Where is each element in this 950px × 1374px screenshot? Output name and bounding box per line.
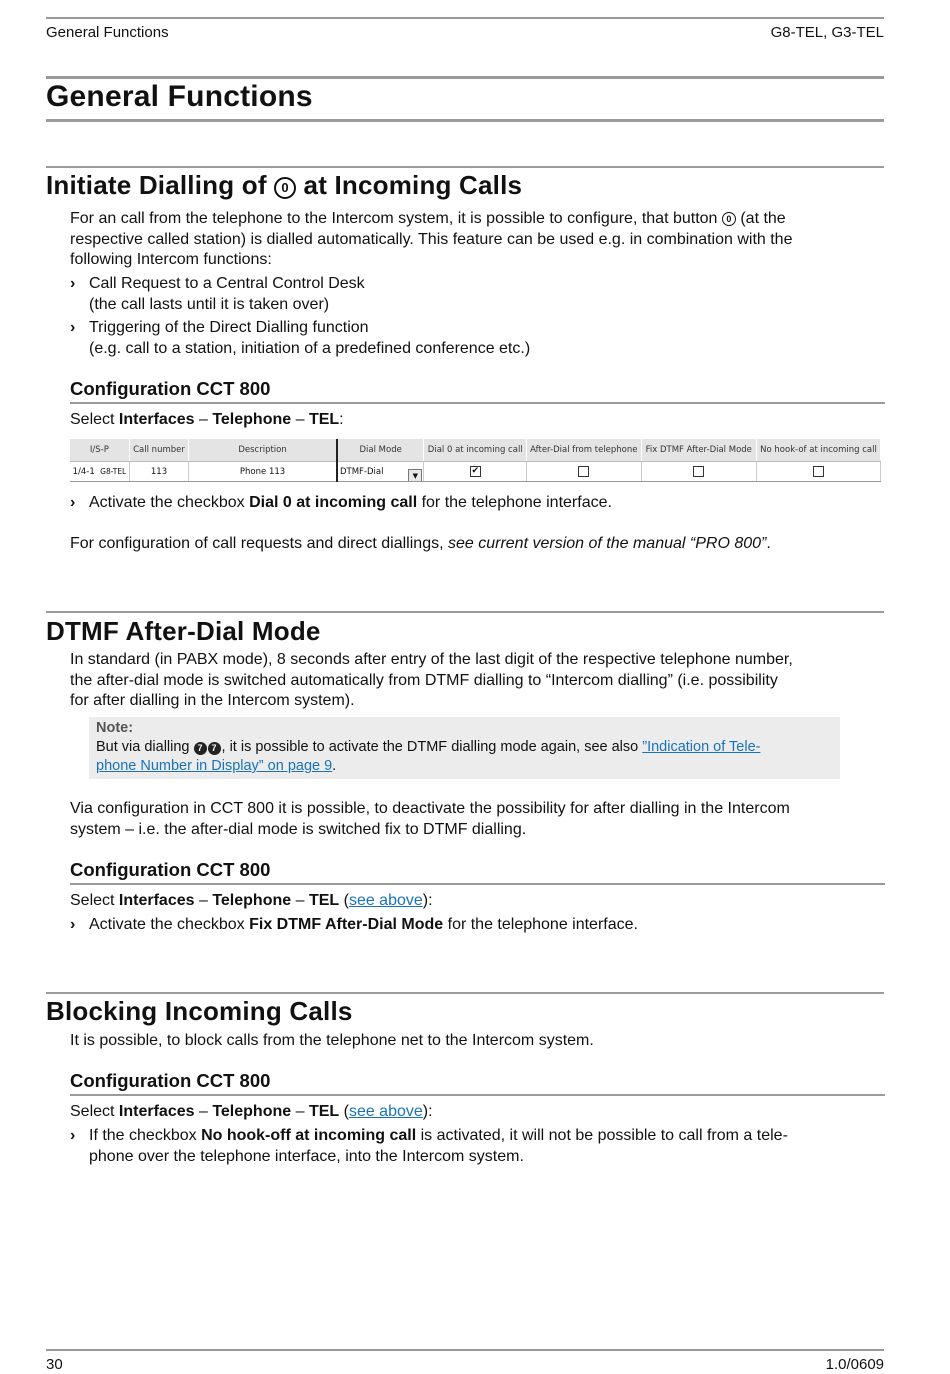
section3-config-heading: Configuration CCT 800 — [70, 1070, 271, 1091]
fix-dtmf-checkbox[interactable] — [693, 466, 704, 477]
list-item: › Triggering of the Direct Dialling function (e.g. call to a station, initiation of a predefined conference etc.) — [70, 319, 531, 357]
title-bottom-rule — [46, 119, 884, 122]
dial-mode-select[interactable]: DTMF-Dial ▼ — [337, 462, 424, 482]
bullet-arrow-icon: › — [70, 494, 76, 511]
section3-select-path: Select Interfaces – Telephone – TEL (see above): — [70, 1103, 433, 1120]
bullet-arrow-icon: › — [70, 1127, 76, 1144]
section3-heading: Blocking Incoming Calls — [46, 996, 353, 1026]
section1-reference: For configuration of call requests and direct diallings, see current version of the manual “PRO 800”. — [70, 535, 771, 552]
section2-config-heading: Configuration CCT 800 — [70, 859, 271, 880]
call-number-cell: 113 — [129, 462, 188, 482]
header-rule — [46, 17, 884, 19]
description-cell: Phone 113 — [189, 462, 337, 482]
section3-paragraph: It is possible, to block calls from the telephone net to the Intercom system. — [70, 1032, 594, 1049]
column-header: No hook-of at incoming call — [757, 439, 881, 462]
key-seven-icon: 7 — [194, 742, 207, 755]
key-zero-icon: 0 — [722, 212, 736, 226]
section1-rule — [46, 166, 884, 168]
note-link[interactable]: phone Number in Display” on page 9 — [96, 758, 333, 774]
section2-paragraph2: Via configuration in CCT 800 it is possible, to deactivate the possibility for after dialling in the Intercom system – i.e. the after-dial mode is switched fix to DTMF dialling. — [70, 800, 790, 838]
config-rule — [70, 883, 885, 885]
section2-heading: DTMF After-Dial Mode — [46, 616, 321, 646]
section3-rule — [46, 992, 884, 994]
config-rule — [70, 1094, 885, 1096]
bullet-arrow-icon: › — [70, 275, 76, 292]
config-rule — [70, 402, 885, 404]
section2-select-path: Select Interfaces – Telephone – TEL (see above): — [70, 892, 433, 909]
header-left: General Functions — [46, 24, 169, 41]
title-top-rule — [46, 76, 884, 79]
note-link[interactable]: ”Indication of Tele- — [642, 739, 761, 755]
table-row — [70, 462, 881, 482]
config-table — [70, 439, 881, 482]
note-box — [89, 717, 840, 779]
footer-page-number: 30 — [46, 1356, 63, 1373]
dropdown-arrow-icon[interactable]: ▼ — [408, 469, 422, 482]
list-item: › Activate the checkbox Dial 0 at incoming call for the telephone interface. — [70, 493, 885, 514]
section1-heading: Initiate Dialling of 0 at Incoming Calls — [46, 170, 523, 200]
see-above-link[interactable]: see above — [348, 1103, 423, 1120]
column-header: I/S-P — [70, 439, 129, 462]
dial0-checkbox[interactable]: ✔ — [471, 466, 479, 476]
column-header: Fix DTMF After-Dial Mode — [641, 439, 756, 462]
section1-config-heading: Configuration CCT 800 — [70, 378, 271, 399]
isp-cell: 1/4-1 G8-TEL — [70, 462, 129, 482]
after-dial-checkbox[interactable] — [578, 466, 589, 477]
footer-rule — [46, 1349, 884, 1351]
key-seven-icon: 7 — [208, 742, 221, 755]
bullet-arrow-icon: › — [70, 319, 76, 336]
list-item: › Call Request to a Central Control Desk (the call lasts until it is taken over) — [70, 275, 365, 313]
table-header-row — [70, 439, 881, 462]
section1-paragraph: For an call from the telephone to the Intercom system, it is possible to configure, that button 0 (at the respective called station) is dialled automatically. This feature can be used e.g. in combination with the following Intercom functions: — [70, 210, 793, 268]
column-header: Dial 0 at incoming call — [424, 439, 527, 462]
footer-version: 1.0/0609 — [825, 1356, 884, 1373]
list-item: › Activate the checkbox Fix DTMF After-Dial Mode for the telephone interface. — [70, 915, 885, 936]
section2-rule — [46, 611, 884, 613]
see-above-link[interactable]: see above — [348, 892, 423, 909]
column-header: Dial Mode — [337, 439, 424, 462]
column-header: Call number — [129, 439, 188, 462]
note-body: But via dialling 7 7 , it is possible to activate the DTMF dialling mode again, see also ”Indication of Tele- phone Number in Display” on page 9. — [96, 739, 761, 774]
key-zero-icon: 0 — [274, 177, 296, 199]
column-header: After-Dial from telephone — [527, 439, 641, 462]
column-header: Description — [189, 439, 337, 462]
note-title: Note: — [96, 720, 134, 736]
header-right: G8-TEL, G3-TEL — [770, 24, 884, 41]
section2-paragraph: In standard (in PABX mode), 8 seconds after entry of the last digit of the respective telephone number, the after-dial mode is switched automatically from DTMF dialling to “Intercom dialling” (i.e. possibility for after dialling in the Intercom system). — [70, 651, 793, 709]
list-item: › If the checkbox No hook-off at incoming call is activated, it will not be possible to call from a tele- phone over the telephone interface, into the Intercom system. — [70, 1127, 788, 1165]
section1-select-path: Select Interfaces – Telephone – TEL: — [70, 411, 344, 428]
page-title: General Functions — [46, 80, 313, 113]
bullet-arrow-icon: › — [70, 916, 76, 933]
no-hook-checkbox[interactable] — [813, 466, 824, 477]
